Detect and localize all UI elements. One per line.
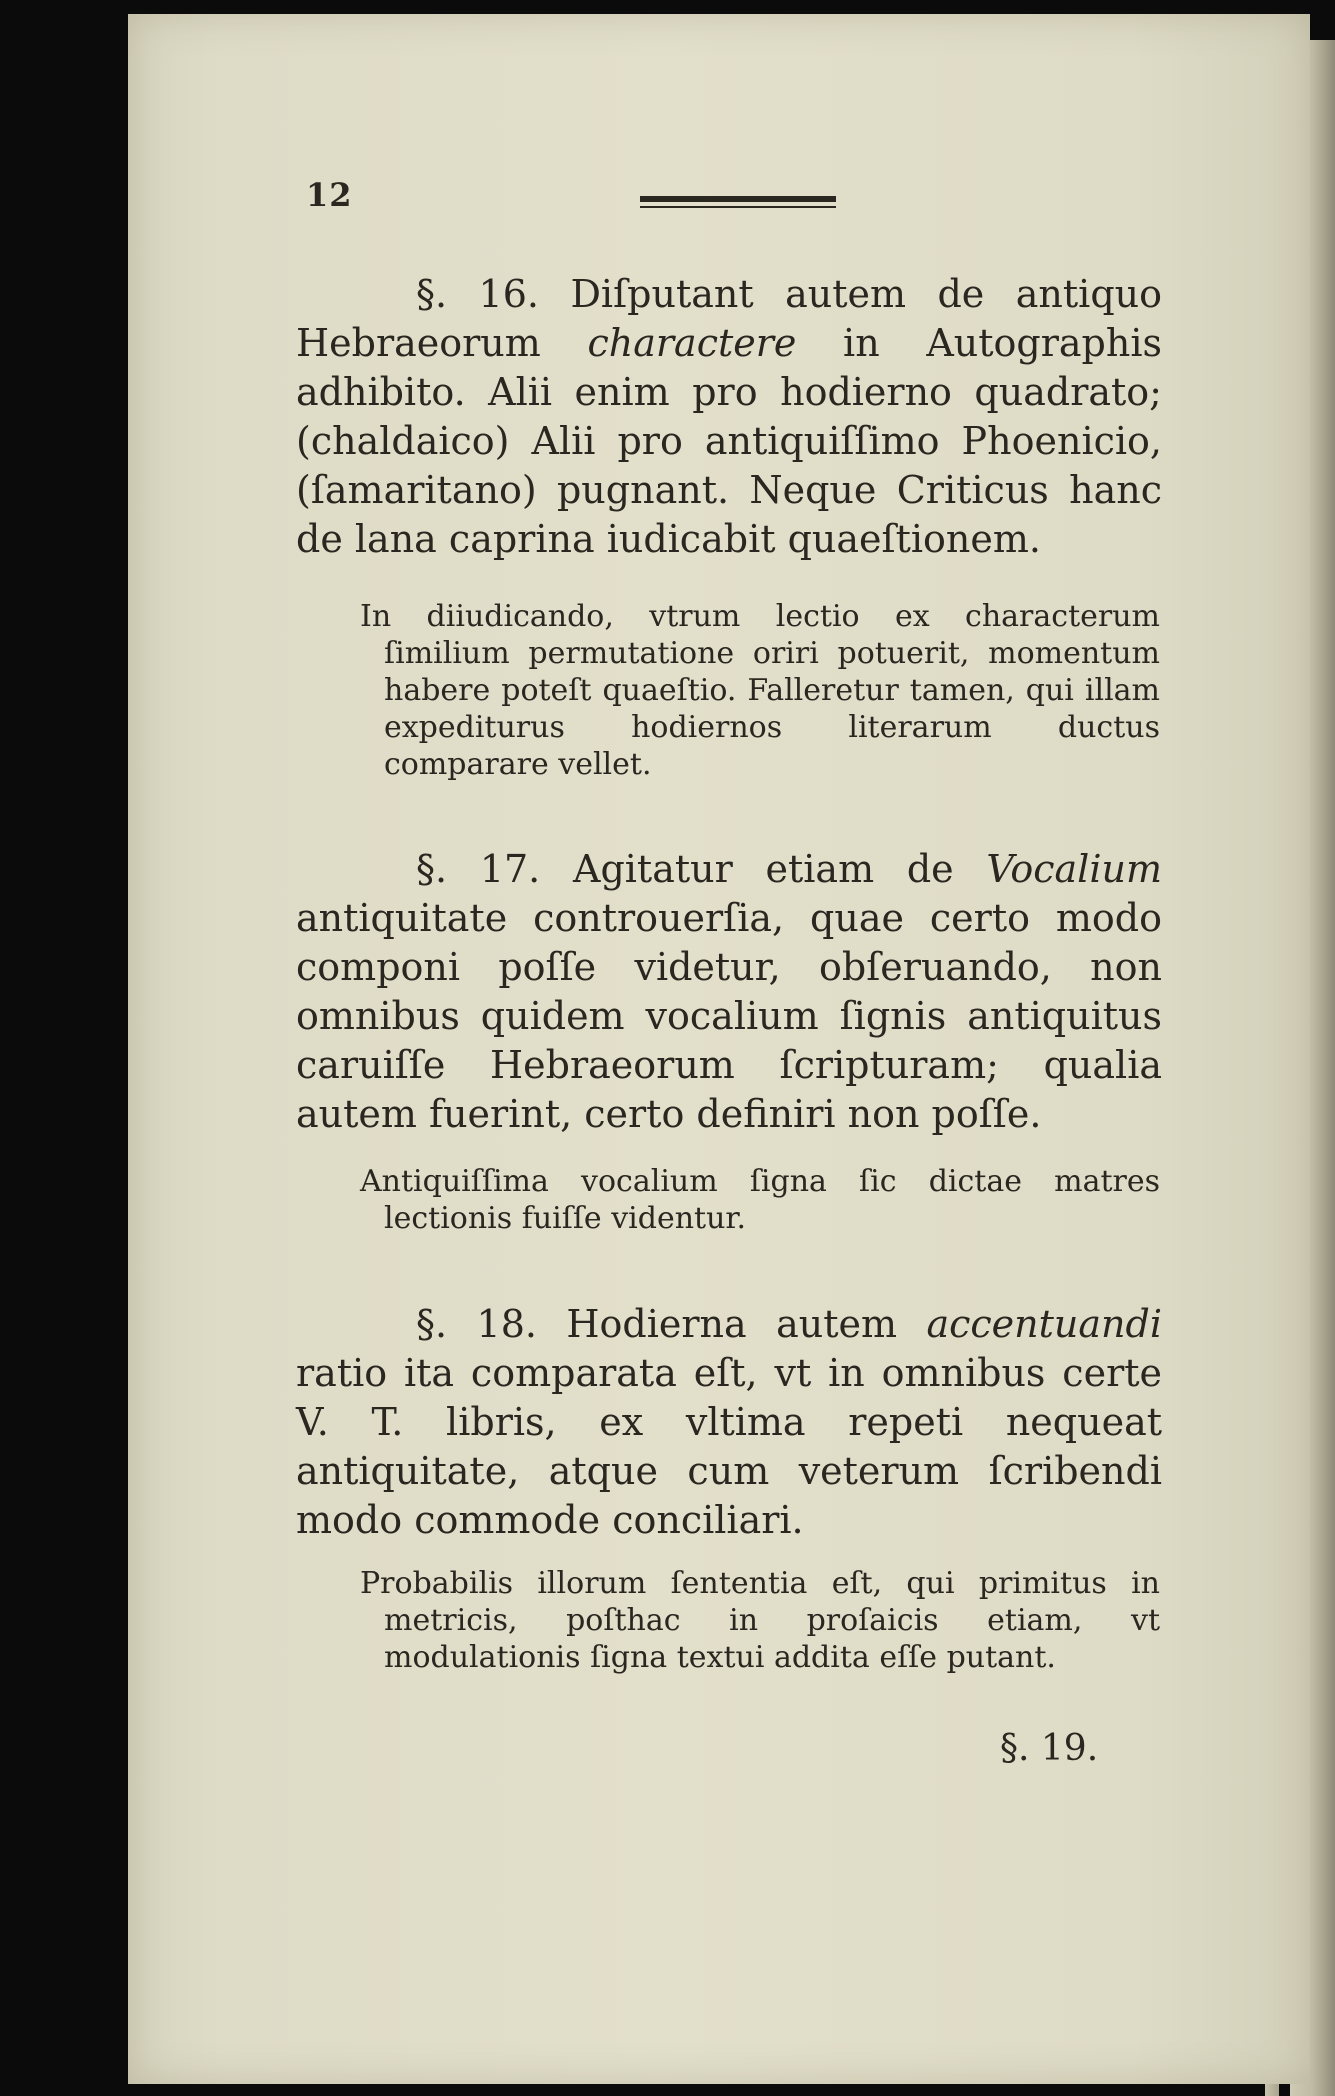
paragraph-16-text-a: §. 16. Diſputant autem de antiquo Hebraeorum: [296, 272, 1162, 365]
paragraph-16: [296, 270, 1162, 564]
note-18: Probabilis illorum ſententia eſt, qui primitus in metricis, poſthac in proſaicis etiam, vt modulationis ſigna textui addita eſſe putant.: [360, 1566, 1160, 1675]
paragraph-16-text-b: in Autographis adhibito. Alii enim pro hodierno quadrato; (chaldaico) Alii pro antiquiſſimo Phoenicio, (ſamaritano) pugnant. Neque Criticus hanc de lana caprina iudicabit quaeſtionem.: [296, 321, 1163, 561]
header-rule: [640, 196, 836, 208]
paragraph-18-emphasis: accentuandi: [926, 1302, 1162, 1346]
note-17: Antiquiſſima vocalium ſigna ſic dictae matres lectionis fuiſſe videntur.: [360, 1164, 1160, 1236]
paragraph-18: [296, 1300, 1162, 1545]
paragraph-17: [296, 845, 1162, 1139]
paragraph-17-text-a: §. 17. Agitatur etiam de: [416, 847, 987, 891]
paragraph-17-text-b: antiquitate controuerſia, quae certo modo componi poſſe videtur, obſeruando, non omnibus quidem vocalium ſignis antiquitus caruiſſe Hebraeorum ſcripturam; qualia autem fuerint, certo definiri non poſſe.: [296, 896, 1162, 1136]
catchword: §. 19.: [1000, 1728, 1099, 1769]
page-number: 12: [306, 176, 353, 214]
paragraph-17-emphasis: Vocalium: [986, 847, 1162, 891]
paragraph-16-emphasis: charactere: [587, 321, 797, 365]
note-16: In diiudicando, vtrum lectio ex characterum ſimilium permutatione oriri potuerit, momentum habere poteſt quaeſtio. Falleretur tamen, qui illam expediturus hodiernos literarum ductus comparare vellet.: [360, 599, 1160, 782]
paragraph-18-text-b: ratio ita comparata eſt, vt in omnibus certe V. T. libris, ex vltima repeti nequeat antiquitate, atque cum veterum ſcribendi modo commode conciliari.: [296, 1351, 1162, 1542]
paragraph-18-text-a: §. 18. Hodierna autem: [416, 1302, 927, 1346]
